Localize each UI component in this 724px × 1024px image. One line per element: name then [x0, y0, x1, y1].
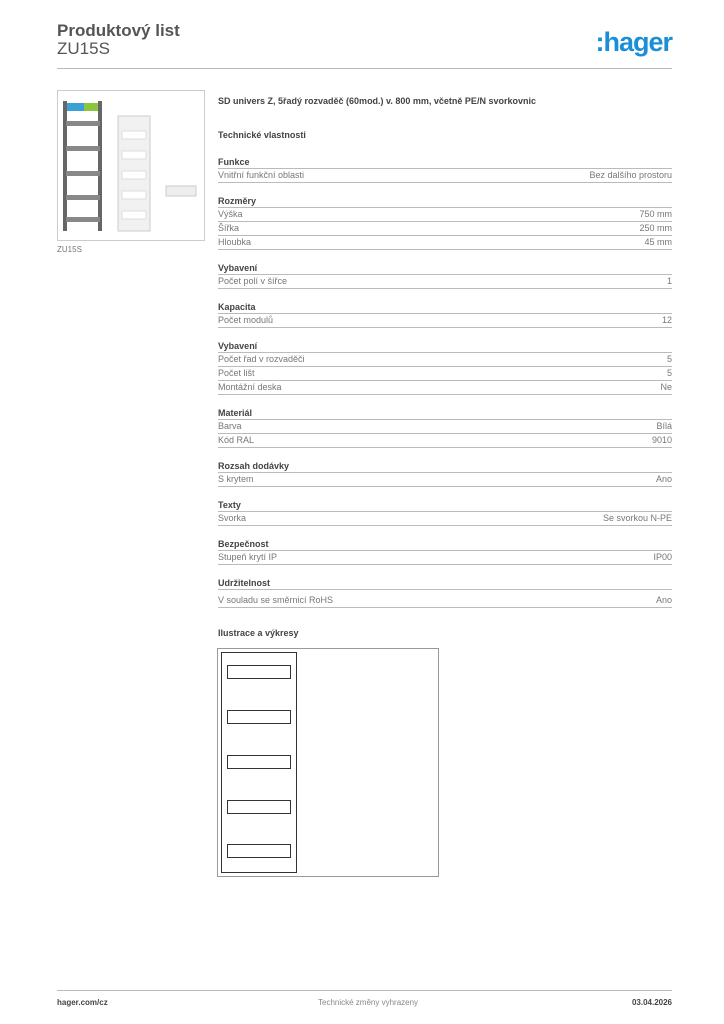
spec-row: [218, 367, 672, 381]
spec-label: Počet řad v rozvaděči: [218, 354, 305, 364]
drawing-slot: [227, 710, 291, 724]
hager-logo: :hager: [595, 27, 672, 57]
section-heading: Udržitelnost: [218, 576, 672, 590]
spec-label: V souladu se směrnicí RoHS: [218, 595, 334, 605]
spec-label: Barva: [218, 421, 242, 431]
spec-row: [218, 353, 672, 367]
spec-row: [218, 236, 672, 250]
spec-label: Počet lišt: [218, 368, 255, 378]
section-heading: Kapacita: [218, 300, 672, 314]
spec-label: Počet modulů: [218, 315, 274, 325]
spec-value: Bez dalšího prostoru: [589, 170, 672, 180]
spec-value: Ne: [660, 382, 672, 392]
spec-section: [218, 406, 672, 448]
spec-row: [218, 208, 672, 222]
section-heading: Materiál: [218, 406, 672, 420]
spec-row: [218, 434, 672, 448]
section-heading: Vybavení: [218, 261, 672, 275]
spec-label: Svorka: [218, 513, 247, 523]
image-caption: ZU15S: [57, 245, 82, 254]
spec-value: Se svorkou N-PE: [602, 513, 672, 523]
drawing-slot: [227, 800, 291, 814]
spec-row: [218, 275, 672, 289]
spec-row: [218, 473, 672, 487]
spec-value: 45 mm: [644, 237, 672, 247]
tech-heading: Technické vlastnosti: [218, 130, 306, 140]
drawing-slot: [227, 844, 291, 858]
section-heading: Bezpečnost: [218, 537, 672, 551]
spec-value: 5: [666, 368, 672, 378]
spec-row: [218, 551, 672, 565]
product-image: [57, 90, 205, 241]
spec-section: [218, 194, 672, 250]
spec-row: [218, 314, 672, 328]
spec-label: Stupeň krytí IP: [218, 552, 278, 562]
spec-label: S krytem: [218, 474, 254, 484]
spec-value: Bílá: [656, 421, 672, 431]
spec-value: 5: [666, 354, 672, 364]
spec-section: [218, 576, 672, 608]
section-heading: Rozsah dodávky: [218, 459, 672, 473]
spec-value: 750 mm: [639, 209, 672, 219]
spec-label: Počet polí v šířce: [218, 276, 288, 286]
illustrations-heading: Ilustrace a výkresy: [218, 628, 299, 638]
spec-label: Šířka: [218, 223, 240, 233]
spec-section: [218, 300, 672, 328]
section-heading: Rozměry: [218, 194, 672, 208]
footer-date: 03.04.2026: [631, 998, 672, 1007]
spec-section: [218, 155, 672, 183]
drawing-slot: [227, 665, 291, 679]
spec-value: IP00: [653, 552, 672, 562]
spec-label: Kód RAL: [218, 435, 255, 445]
spec-row: [218, 594, 672, 608]
spec-section: [218, 261, 672, 289]
footer-site-link[interactable]: hager.com/cz: [57, 998, 108, 1007]
section-heading: Texty: [218, 498, 672, 512]
section-heading: Funkce: [218, 155, 672, 169]
footer-note: Technické změny vyhrazeny: [318, 998, 419, 1007]
technical-drawing: [217, 648, 439, 877]
spec-row: [218, 169, 672, 183]
enclosure-outline: [221, 652, 297, 873]
spec-section: [218, 459, 672, 487]
page-title: Produktový list: [57, 21, 180, 40]
spec-value: 250 mm: [639, 223, 672, 233]
spec-table: [218, 155, 672, 619]
header-divider: [57, 68, 672, 69]
spec-label: Hloubka: [218, 237, 252, 247]
drawing-slot: [227, 755, 291, 769]
spec-value: 9010: [651, 435, 672, 445]
spec-value: 1: [666, 276, 672, 286]
spec-label: Montážní deska: [218, 382, 282, 392]
spec-section: [218, 498, 672, 526]
spec-value: Ano: [655, 474, 672, 484]
spec-label: Výška: [218, 209, 243, 219]
spec-label: Vnitřní funkční oblasti: [218, 170, 305, 180]
spec-section: [218, 537, 672, 565]
product-code: ZU15S: [57, 39, 110, 58]
spec-row: [218, 381, 672, 395]
spec-row: [218, 420, 672, 434]
spec-section: [218, 339, 672, 395]
spec-row: [218, 512, 672, 526]
spec-row: [218, 222, 672, 236]
spec-value: Ano: [655, 595, 672, 605]
section-heading: Vybavení: [218, 339, 672, 353]
product-description: SD univers Z, 5řadý rozvaděč (60mod.) v. 800 mm, včetně PE/N svorkovnic: [218, 96, 536, 106]
spec-value: 12: [661, 315, 672, 325]
footer-divider: [57, 990, 672, 991]
